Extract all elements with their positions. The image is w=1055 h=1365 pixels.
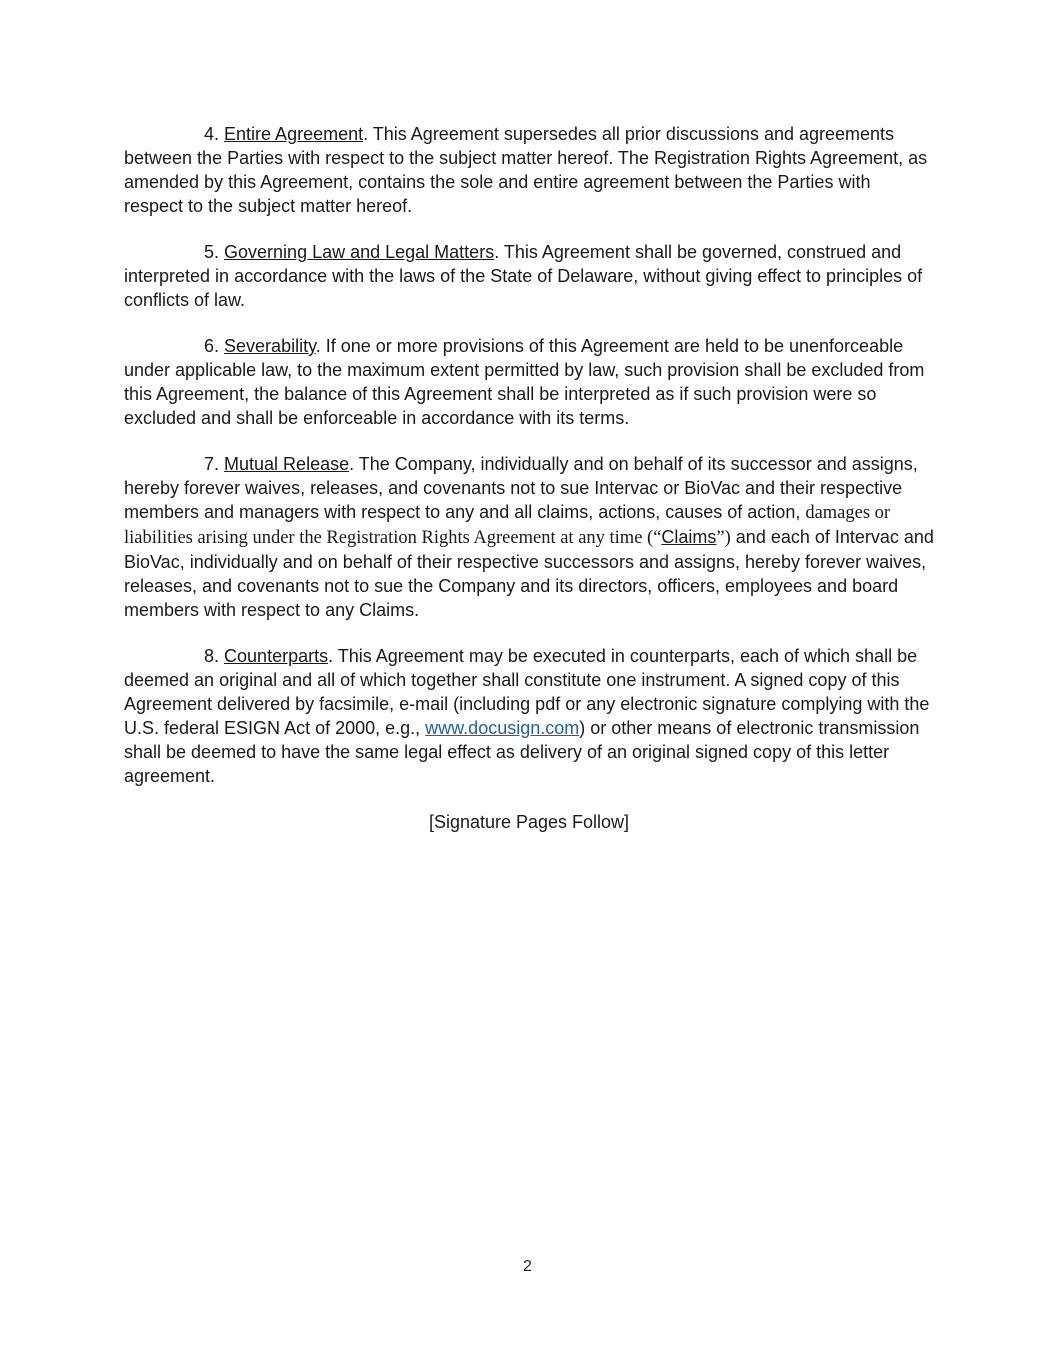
section-heading: Mutual Release bbox=[224, 454, 350, 474]
section-heading: Entire Agreement bbox=[224, 124, 364, 144]
section-number: 4. bbox=[204, 124, 220, 144]
document-body bbox=[124, 122, 934, 834]
section-severability bbox=[124, 334, 934, 430]
section-heading: Governing Law and Legal Matters bbox=[224, 242, 495, 262]
section-text-continued: ) or other means of electronic transmission shall be deemed to have the same legal effect as delivery of an original signed copy of this letter agreement. bbox=[124, 718, 920, 786]
section-governing-law bbox=[124, 240, 934, 312]
section-text: . If one or more provisions of this Agreement are held to be unenforceable under applicable law, to the maximum extent permitted by law, such provision shall be excluded from this Agreement, the balance of this Agreement shall be interpreted as if such provision were so excluded and shall be enforceable in accordance with its terms. bbox=[124, 336, 925, 428]
section-heading: Counterparts bbox=[224, 646, 329, 666]
defined-term-claims: Claims bbox=[661, 527, 717, 547]
section-number: 6. bbox=[204, 336, 220, 356]
section-heading: Severability bbox=[224, 336, 316, 356]
signature-pages-note: [Signature Pages Follow] bbox=[428, 812, 630, 832]
section-entire-agreement bbox=[124, 122, 934, 218]
section-text: . This Agreement may be executed in counterparts, each of which shall be deemed an original and all of which together shall constitute one instrument. A signed copy of this Agreement delivered by facsimile, e-mail (including pdf or any electronic signature complying with the U.S. federal ESIGN Act of 2000, e.g., bbox=[124, 646, 930, 738]
section-text-serif-close: ”) bbox=[716, 528, 731, 548]
section-text: . This Agreement shall be governed, construed and interpreted in accordance with the laws of the State of Delaware, without giving effect to principles of conflicts of law. bbox=[124, 242, 923, 310]
page-number: 2 bbox=[523, 1258, 532, 1275]
section-text-serif: damages or liabilities arising under the Registration Rights Agreement at any time (“ bbox=[124, 503, 891, 548]
section-number: 7. bbox=[204, 454, 220, 474]
section-text-continued: and each of Intervac and BioVac, individually and on behalf of their respective successors and assigns, hereby forever waives, releases, and covenants not to sue the Company and its directors, officers, employees and board members with respect to any Claims. bbox=[124, 527, 934, 620]
section-mutual-release bbox=[124, 452, 934, 622]
section-number: 8. bbox=[204, 646, 220, 666]
section-number: 5. bbox=[204, 242, 220, 262]
section-counterparts bbox=[124, 644, 934, 788]
docusign-link[interactable]: www.docusign.com bbox=[425, 718, 580, 738]
section-text: . This Agreement supersedes all prior discussions and agreements between the Parties with respect to the subject matter hereof. The Registration Rights Agreement, as amended by this Agreement, contains the sole and entire agreement between the Parties with respect to the subject matter hereof. bbox=[124, 124, 928, 216]
section-text: . The Company, individually and on behalf of its successor and assigns, hereby forever waives, releases, and covenants not to sue Intervac or BioVac and their respective members and managers with respect to any and all claims, actions, causes of action, bbox=[124, 454, 918, 522]
